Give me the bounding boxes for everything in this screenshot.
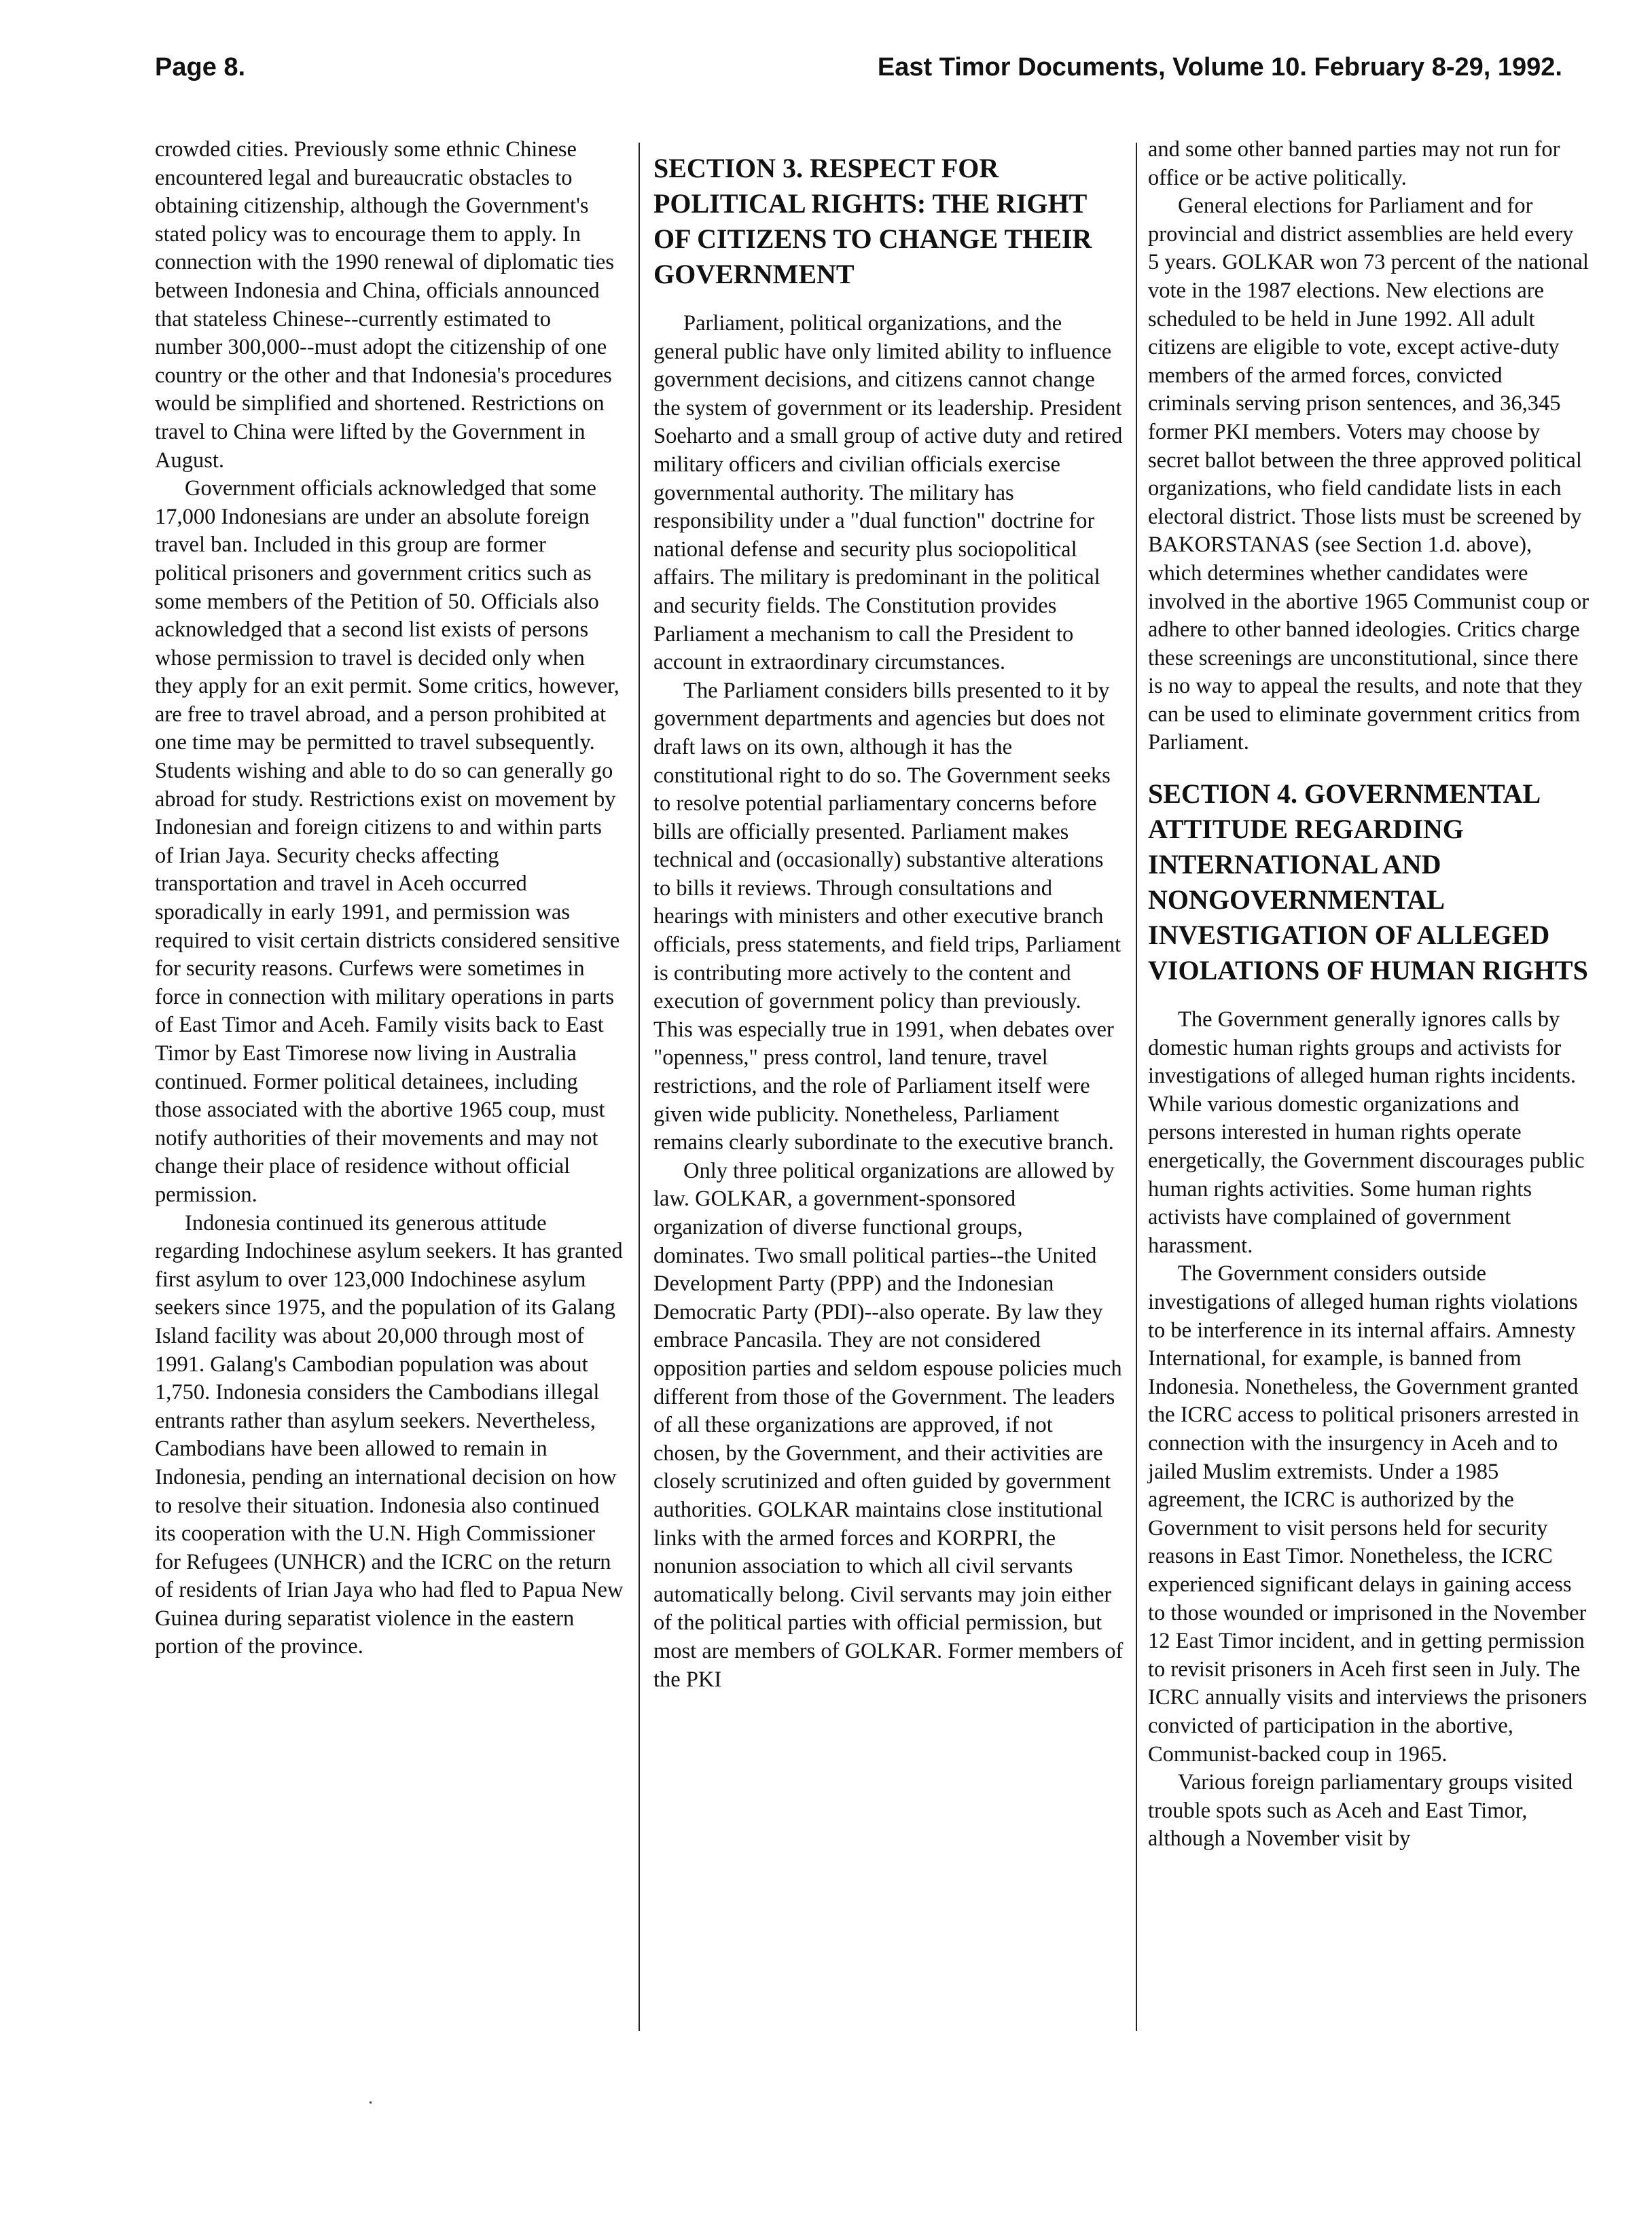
paragraph: The Government considers outside investigations of alleged human rights violations to be interference in its internal affairs. Amnesty International, for example, is banned from Indonesia. Nonetheless, the Government granted the ICRC access to political prisoners arrested in connection with the insurgency in Aceh and to jailed Muslim extremists. Under a 1985 agreement, the ICRC is authorized by the Government to visit persons held for security reasons in East Timor. Nonetheless, the ICRC experienced significant delays in gaining access to those wounded or imprisoned in the November 12 East Timor incident, and in getting permission to revisit prisoners in Aceh first seen in July. The ICRC annually visits and interviews the prisoners convicted of participation in the abortive, Communist-backed coup in 1965. <box>1148 1261 1587 1767</box>
page-number: Page 8. <box>155 53 246 82</box>
section-3-heading: SECTION 3. RESPECT FOR POLITICAL RIGHTS: THE RIGHT OF CITIZENS TO CHANGE THEIR GOVERNMENT <box>653 153 1092 289</box>
paragraph: The Parliament considers bills presented to it by government departments and agencies but does not draft laws on its own, although it has the constitutional right to do so. The Government seeks to resolve potential parliamentary concerns before bills are officially presented. Parliament makes technical and (occasionally) substantive alterations to bills it reviews. Through consultations and hearings with ministers and other executive branch officials, press statements, and field trips, Parliament is contributing more actively to the content and execution of government policy than previously. This was especially true in 1991, when debates over "openness," press control, land tenure, travel restrictions, and the role of Parliament itself were given wide publicity. Nonetheless, Parliament remains clearly subordinate to the executive branch. <box>653 678 1121 1155</box>
paragraph: Parliament, political organizations, and the general public have only limited ability to influence government decisions, and citizens cannot change the system of government or its leadership. President Soeharto and a small group of active duty and retired military officers and civilian officials exercise governmental authority. The military has responsibility under a "dual function" doctrine for national defense and security plus sociopolitical affairs. The military is predominant in the political and security fields. The Constitution provides Parliament a mechanism to call the President to account in extraordinary circumstances. <box>653 311 1123 675</box>
column-1 <box>155 136 624 1661</box>
paragraph: Government officials acknowledged that some 17,000 Indonesians are under an absolute foreign travel ban. Included in this group are former political prisoners and government critics such as some members of the Petition of 50. Officials also acknowledged that a second list exists of persons whose permission to travel is decided only when they apply for an exit permit. Some critics, however, are free to travel abroad, and a person prohibited at one time may be permitted to travel subsequently. Students wishing and able to do so can generally go abroad for study. Restrictions exist on movement by Indonesian and foreign citizens to and within parts of Irian Jaya. Security checks affecting transportation and travel in Aceh occurred sporadically in early 1991, and permission was required to visit certain districts considered sensitive for security reasons. Curfews were sometimes in force in connection with military operations in parts of East Timor and Aceh. Family visits back to East Timor by East Timorese now living in Australia continued. Former political detainees, including those associated with the abortive 1965 coup, must notify authorities of their movements and may not change their place of residence without official permission. <box>155 476 620 1207</box>
running-title: East Timor Documents, Volume 10. February 8-29, 1992. <box>877 53 1562 82</box>
column-3 <box>1148 136 1590 1854</box>
column-2 <box>653 136 1124 1694</box>
paragraph: crowded cities. Previously some ethnic Chinese encountered legal and bureaucratic obstacles to obtaining citizenship, although the Government's stated policy was to encourage them to apply. In connection with the 1990 renewal of diplomatic ties between Indonesia and China, officials announced that stateless Chinese--currently estimated to number 300,000--must adopt the citizenship of one country or the other and that Indonesia's procedures would be simplified and shortened. Restrictions on travel to China were lifted by the Government in August. <box>155 137 614 473</box>
paragraph: and some other banned parties may not run for office or be active politically. <box>1148 137 1560 190</box>
scan-speck <box>370 2101 372 2103</box>
paragraph: Only three political organizations are allowed by law. GOLKAR, a government-sponsored organization of diverse functional groups, dominates. Two small political parties--the United Development Party (PPP) and the Indonesian Democratic Party (PDI)--also operate. By law they embrace Pancasila. They are not considered opposition parties and seldom espouse policies much different from those of the Government. The leaders of all these organizations are approved, if not chosen, by the Government, and their activities are closely scrutinized and often guided by government authorities. GOLKAR maintains close institutional links with the armed forces and KORPRI, the nonunion association to which all civil servants automatically belong. Civil servants may join either of the political parties with official permission, but most are members of GOLKAR. Former members of the PKI <box>653 1158 1124 1692</box>
paragraph: General elections for Parliament and for provincial and district assemblies are held every 5 years. GOLKAR won 73 percent of the national vote in the 1987 elections. New elections are scheduled to be held in June 1992. All adult citizens are eligible to vote, except active-duty members of the armed forces, convicted criminals serving prison sentences, and 36,345 former PKI members. Voters may choose by secret ballot between the three approved political organizations, who field candidate lists in each electoral district. Those lists must be screened by BAKORSTANAS (see Section 1.d. above), which determines whether candidates were involved in the abortive 1965 Communist coup or adhere to other banned ideologies. Critics charge these screenings are unconstitutional, since there is no way to appeal the results, and note that they can be used to eliminate government critics from Parliament. <box>1148 194 1590 755</box>
paragraph: Indonesia continued its generous attitude regarding Indochinese asylum seekers. It has granted first asylum to over 123,000 Indochinese asylum seekers since 1975, and the population of its Galang Island facility was about 20,000 through most of 1991. Galang's Cambodian population was about 1,750. Indonesia considers the Cambodians illegal entrants rather than asylum seekers. Nevertheless, Cambodians have been allowed to remain in Indonesia, pending an international decision on how to resolve their situation. Indonesia also continued its cooperation with the U.N. High Commissioner for Refugees (UNHCR) and the ICRC on the return of residents of Irian Jaya who had fled to Papua New Guinea during separatist violence in the eastern portion of the province. <box>155 1210 624 1659</box>
paragraph: The Government generally ignores calls by domestic human rights groups and activists for investigations of alleged human rights incidents. While various domestic organizations and persons interested in human rights operate energetically, the Government discourages public human rights activities. Some human rights activists have complained of government harassment. <box>1148 1007 1585 1258</box>
column-divider <box>1136 143 1137 2031</box>
paragraph: Various foreign parliamentary groups visited trouble spots such as Aceh and East Timor, although a November visit by <box>1148 1770 1573 1852</box>
running-header <box>155 53 1562 94</box>
column-divider <box>639 143 640 2031</box>
section-4-heading: SECTION 4. GOVERNMENTAL ATTITUDE REGARDING INTERNATIONAL AND NONGOVERNMENTAL INVESTIGATION OF ALLEGED VIOLATIONS OF HUMAN RIGHTS <box>1148 778 1588 986</box>
